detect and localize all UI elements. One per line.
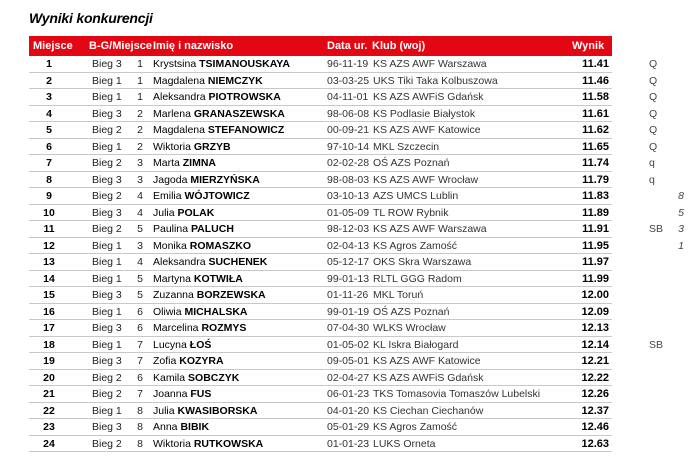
- table-header: [29, 36, 612, 56]
- club-cell: KS Agros Zamość: [373, 421, 458, 433]
- result-cell: 11.61: [582, 107, 609, 120]
- result-cell: 11.95: [582, 239, 609, 252]
- last-name: STEFANOWICZ: [207, 124, 285, 136]
- table-row: [29, 139, 658, 156]
- results-table: [29, 56, 684, 452]
- birth-date-cell: 01-05-02: [327, 338, 370, 351]
- last-name: ROZMYS: [201, 322, 247, 334]
- birth-date-cell: 96-11-19: [327, 58, 369, 70]
- last-name: SUCHENEK: [208, 256, 268, 268]
- first-name: Zofia: [153, 355, 177, 367]
- heat-cell: Bieg 3: [92, 206, 122, 219]
- result-cell: 12.14: [581, 338, 609, 351]
- last-name: NIEMCZYK: [207, 74, 263, 87]
- last-name: MICHALSKA: [184, 305, 248, 318]
- last-name: MIERZYŃSKA: [190, 173, 260, 186]
- birth-date-cell: 03-03-25: [327, 74, 370, 87]
- result-cell: 11.41: [582, 58, 609, 70]
- club-cell: KS AZS AWFiS Gdańsk: [373, 371, 484, 384]
- last-name: PALUCH: [190, 223, 234, 235]
- place-cell: 14: [43, 272, 55, 285]
- first-name: Aleksandra: [153, 91, 206, 103]
- birth-date-cell: 07-04-30: [327, 322, 370, 334]
- last-name: TSIMANOUSKAYA: [199, 58, 290, 70]
- birth-date-cell: 04-11-01: [327, 91, 369, 103]
- athlete-name-cell: [153, 157, 216, 169]
- athlete-name-cell: [153, 438, 263, 450]
- club-cell: LUKS Orneta: [373, 437, 436, 450]
- first-name: Marlena: [153, 107, 191, 120]
- athlete-name-cell: [153, 256, 267, 268]
- heat-position-cell: 6: [137, 371, 143, 384]
- last-name: BIBIK: [180, 421, 210, 433]
- heat-position-cell: 2: [137, 107, 143, 120]
- table-row: [29, 205, 684, 222]
- heat-cell: Bieg 1: [92, 305, 122, 318]
- result-cell: 12.21: [581, 355, 609, 367]
- result-cell: 11.46: [582, 74, 609, 87]
- result-cell: 12.22: [581, 371, 609, 384]
- place-cell: 13: [43, 256, 55, 268]
- athlete-name-cell: [153, 339, 211, 351]
- table-row: [29, 238, 684, 255]
- last-name: FUS: [190, 388, 212, 400]
- heat-position-cell: 4: [137, 206, 143, 219]
- table-row: [29, 172, 655, 189]
- place-cell: 17: [43, 322, 55, 334]
- column-header-place: Miejsce: [33, 40, 73, 52]
- birth-date-cell: 99-01-13: [327, 272, 370, 285]
- birth-date-cell: 04-01-20: [327, 404, 370, 417]
- athlete-name-cell: [153, 421, 209, 433]
- table-row: [29, 56, 658, 73]
- last-name: PIOTROWSKA: [208, 91, 281, 103]
- column-header-name: Imię i nazwisko: [153, 40, 234, 52]
- table-row: [29, 155, 655, 172]
- result-cell: 11.79: [582, 173, 609, 186]
- place-cell: 18: [43, 338, 55, 351]
- place-cell: 16: [43, 305, 55, 318]
- heat-position-cell: 5: [137, 272, 143, 285]
- place-cell: 15: [43, 289, 55, 301]
- first-name: Martyna: [153, 272, 191, 285]
- table-row: [29, 353, 612, 370]
- first-name: Anna: [153, 421, 178, 433]
- first-name: Monika: [153, 239, 187, 252]
- athlete-name-cell: [153, 405, 257, 417]
- birth-date-cell: 98-08-03: [327, 173, 370, 186]
- club-cell: KS AZS AWFiS Gdańsk: [373, 91, 484, 103]
- place-cell: 7: [46, 157, 52, 169]
- birth-date-cell: 02-04-27: [327, 371, 370, 384]
- heat-position-cell: 7: [137, 355, 143, 367]
- club-cell: KS AZS AWF Katowice: [373, 355, 481, 367]
- heat-position-cell: 8: [137, 404, 143, 417]
- first-name: Kamila: [153, 371, 186, 384]
- first-name: Krystsina: [153, 58, 197, 70]
- heat-cell: Bieg 2: [92, 371, 122, 384]
- table-row: [29, 106, 658, 123]
- qualification-cell: Q: [649, 58, 658, 70]
- heat-cell: Bieg 1: [92, 239, 122, 252]
- first-name: Lucyna: [153, 338, 187, 351]
- heat-position-cell: 1: [137, 91, 143, 103]
- birth-date-cell: 05-12-17: [327, 256, 370, 268]
- athlete-name-cell: [153, 322, 246, 334]
- first-name: Jagoda: [153, 173, 188, 186]
- place-cell: 4: [46, 107, 52, 120]
- first-name: Paulina: [153, 223, 189, 235]
- first-name: Emilia: [153, 190, 182, 202]
- result-cell: 11.99: [582, 272, 609, 285]
- birth-date-cell: 05-01-29: [327, 421, 370, 433]
- heat-position-cell: 8: [137, 421, 143, 433]
- athlete-name-cell: [153, 91, 281, 103]
- place-cell: 12: [43, 239, 55, 252]
- qualification-cell: q: [649, 173, 655, 186]
- result-cell: 12.00: [581, 289, 609, 301]
- club-cell: UKS Tiki Taka Kolbuszowa: [373, 74, 498, 87]
- rank-note-cell: 1: [678, 239, 684, 252]
- club-cell: KS Ciechan Ciechanów: [373, 404, 484, 417]
- first-name: Wiktoria: [153, 140, 191, 153]
- heat-cell: Bieg 2: [92, 223, 122, 235]
- place-cell: 9: [46, 190, 52, 202]
- first-name: Magdalena: [153, 124, 205, 136]
- qualification-cell: Q: [649, 74, 658, 87]
- last-name: BORZEWSKA: [196, 289, 266, 301]
- club-cell: KS Podlasie Białystok: [373, 107, 476, 120]
- club-cell: KL Iskra Białogard: [373, 338, 459, 351]
- heat-cell: Bieg 2: [92, 124, 122, 136]
- athlete-name-cell: [153, 388, 211, 400]
- club-cell: TL ROW Rybnik: [373, 206, 449, 219]
- heat-position-cell: 5: [137, 223, 143, 235]
- result-cell: 11.65: [582, 140, 609, 153]
- birth-date-cell: 02-02-28: [327, 157, 370, 169]
- athlete-name-cell: [153, 306, 248, 318]
- table-row: [29, 370, 612, 387]
- last-name: ROMASZKO: [189, 239, 252, 252]
- athlete-name-cell: [153, 273, 243, 285]
- column-header-result: Wynik: [572, 40, 605, 52]
- heat-position-cell: 3: [137, 239, 143, 252]
- place-cell: 11: [43, 223, 55, 235]
- heat-cell: Bieg 3: [92, 289, 122, 301]
- heat-position-cell: 4: [137, 190, 143, 202]
- heat-cell: Bieg 1: [92, 140, 122, 153]
- season-best-cell: SB: [649, 338, 664, 351]
- heat-cell: Bieg 3: [92, 58, 122, 70]
- result-cell: 11.91: [582, 223, 609, 235]
- result-cell: 11.62: [582, 124, 609, 136]
- athlete-name-cell: [153, 141, 231, 153]
- first-name: Julia: [153, 206, 175, 219]
- table-row: [29, 386, 612, 403]
- heat-cell: Bieg 3: [92, 173, 122, 186]
- club-cell: KS AZS AWF Warszawa: [373, 223, 487, 235]
- athlete-name-cell: [153, 124, 284, 136]
- table-row: [29, 403, 612, 420]
- result-cell: 12.26: [581, 388, 609, 400]
- heat-position-cell: 2: [137, 140, 143, 153]
- athlete-name-cell: [153, 355, 224, 367]
- result-cell: 12.09: [581, 305, 609, 318]
- club-cell: MKL Szczecin: [373, 140, 440, 153]
- last-name: WÓJTOWICZ: [184, 190, 250, 202]
- club-cell: OŚ AZS Poznań: [373, 157, 450, 169]
- page-title: Wyniki konkurencji: [29, 10, 153, 26]
- place-cell: 23: [43, 421, 55, 433]
- heat-cell: Bieg 3: [92, 355, 122, 367]
- birth-date-cell: 02-04-13: [327, 239, 370, 252]
- heat-cell: Bieg 3: [92, 322, 122, 334]
- heat-position-cell: 6: [137, 322, 143, 334]
- qualification-cell: Q: [649, 107, 658, 120]
- heat-cell: Bieg 1: [92, 91, 122, 103]
- athlete-name-cell: [153, 223, 234, 235]
- athlete-name-cell: [153, 190, 250, 202]
- athlete-name-cell: [153, 240, 251, 252]
- result-cell: 11.89: [582, 206, 609, 219]
- last-name: POLAK: [177, 206, 215, 219]
- place-cell: 21: [43, 388, 55, 400]
- table-row: [29, 188, 684, 205]
- qualification-cell: Q: [649, 91, 658, 103]
- heat-position-cell: 7: [137, 338, 143, 351]
- season-best-cell: SB: [649, 223, 664, 235]
- club-cell: TKS Tomasovia Tomaszów Lubelski: [373, 388, 541, 400]
- heat-position-cell: 3: [137, 157, 143, 169]
- club-cell: KS Agros Zamość: [373, 239, 458, 252]
- club-cell: WLKS Wrocław: [373, 322, 446, 334]
- column-header-heat: B-G/Miejsce: [89, 40, 152, 52]
- birth-date-cell: 97-10-14: [327, 140, 370, 153]
- last-name: GRZYB: [193, 140, 231, 153]
- club-cell: OKS Skra Warszawa: [373, 256, 472, 268]
- result-cell: 12.37: [581, 404, 609, 417]
- birth-date-cell: 06-01-23: [327, 388, 370, 400]
- heat-cell: Bieg 1: [92, 272, 122, 285]
- place-cell: 5: [46, 124, 52, 136]
- birth-date-cell: 01-05-09: [327, 206, 370, 219]
- club-cell: OŚ AZS Poznań: [373, 305, 450, 318]
- table-row: [29, 89, 658, 106]
- table-row: [29, 419, 612, 436]
- first-name: Marta: [153, 157, 180, 169]
- table-row: [29, 271, 612, 288]
- last-name: SOBCZYK: [188, 371, 240, 384]
- heat-position-cell: 5: [137, 289, 143, 301]
- athlete-name-cell: [153, 58, 290, 70]
- result-cell: 11.58: [582, 91, 609, 103]
- heat-position-cell: 1: [137, 58, 143, 70]
- rank-note-cell: 8: [678, 190, 684, 202]
- club-cell: KS AZS AWF Katowice: [373, 124, 481, 136]
- heat-cell: Bieg 1: [92, 74, 122, 87]
- place-cell: 10: [43, 206, 55, 219]
- club-cell: MKL Toruń: [373, 289, 424, 301]
- heat-position-cell: 1: [137, 74, 143, 87]
- place-cell: 20: [43, 371, 55, 384]
- last-name: KWASIBORSKA: [177, 404, 258, 417]
- first-name: Oliwia: [153, 305, 182, 318]
- result-cell: 12.13: [581, 322, 609, 334]
- heat-cell: Bieg 2: [92, 190, 122, 202]
- heat-cell: Bieg 2: [92, 437, 122, 450]
- first-name: Zuzanna: [153, 289, 194, 301]
- heat-position-cell: 8: [137, 437, 143, 450]
- qualification-cell: Q: [649, 124, 658, 136]
- athlete-name-cell: [153, 108, 285, 120]
- heat-position-cell: 6: [137, 305, 143, 318]
- place-cell: 3: [46, 91, 52, 103]
- table-row: [29, 287, 612, 304]
- heat-cell: Bieg 1: [92, 256, 122, 268]
- birth-date-cell: 98-06-08: [327, 107, 370, 120]
- athlete-name-cell: [153, 75, 263, 87]
- heat-cell: Bieg 2: [92, 157, 122, 169]
- club-cell: RLTL GGG Radom: [373, 272, 462, 285]
- column-header-club: Klub (woj): [372, 40, 426, 52]
- table-row: [29, 337, 664, 354]
- heat-position-cell: 7: [137, 388, 143, 400]
- last-name: RUTKOWSKA: [193, 437, 264, 450]
- place-cell: 2: [46, 74, 52, 87]
- heat-position-cell: 4: [137, 256, 143, 268]
- last-name: KOZYRA: [179, 355, 224, 367]
- first-name: Aleksandra: [153, 256, 206, 268]
- heat-position-cell: 3: [137, 173, 143, 186]
- place-cell: 22: [43, 404, 55, 417]
- table-row: [29, 436, 612, 453]
- result-cell: 11.74: [582, 157, 609, 169]
- athlete-name-cell: [153, 289, 266, 301]
- qualification-cell: q: [649, 157, 655, 169]
- athlete-name-cell: [153, 372, 239, 384]
- heat-cell: Bieg 1: [92, 338, 122, 351]
- result-cell: 12.63: [581, 437, 609, 450]
- club-cell: KS AZS AWF Warszawa: [373, 58, 487, 70]
- table-row: [29, 320, 612, 337]
- result-cell: 11.97: [582, 256, 609, 268]
- table-row: [29, 304, 612, 321]
- rank-note-cell: 3: [678, 223, 684, 235]
- heat-cell: Bieg 1: [92, 404, 122, 417]
- birth-date-cell: 00-09-21: [327, 124, 370, 136]
- result-cell: 11.83: [582, 190, 609, 202]
- place-cell: 6: [46, 140, 52, 153]
- birth-date-cell: 01-01-23: [327, 437, 370, 450]
- club-cell: AZS UMCS Lublin: [373, 190, 459, 202]
- birth-date-cell: 03-10-13: [327, 190, 370, 202]
- club-cell: KS AZS AWF Wrocław: [373, 173, 479, 186]
- table-row: [29, 254, 612, 271]
- table-row: [29, 221, 684, 238]
- heat-position-cell: 2: [137, 124, 143, 136]
- birth-date-cell: 09-05-01: [327, 355, 370, 367]
- first-name: Joanna: [153, 388, 188, 400]
- first-name: Magdalena: [153, 74, 205, 87]
- athlete-name-cell: [153, 174, 260, 186]
- heat-cell: Bieg 2: [92, 388, 122, 400]
- last-name: ŁOŚ: [189, 338, 212, 351]
- table-row: [29, 122, 658, 139]
- last-name: KOTWIŁA: [193, 272, 243, 285]
- birth-date-cell: 98-12-03: [327, 223, 370, 235]
- heat-cell: Bieg 3: [92, 107, 122, 120]
- heat-cell: Bieg 3: [92, 421, 122, 433]
- birth-date-cell: 99-01-19: [327, 305, 370, 318]
- rank-note-cell: 5: [678, 206, 684, 219]
- athlete-name-cell: [153, 207, 214, 219]
- birth-date-cell: 01-11-26: [327, 289, 369, 301]
- place-cell: 1: [46, 58, 52, 70]
- qualification-cell: Q: [649, 140, 658, 153]
- first-name: Julia: [153, 404, 175, 417]
- last-name: ZIMNA: [182, 157, 217, 169]
- first-name: Marcelina: [153, 322, 199, 334]
- place-cell: 19: [43, 355, 55, 367]
- place-cell: 24: [43, 437, 55, 450]
- table-row: [29, 73, 658, 90]
- result-cell: 12.46: [581, 421, 609, 433]
- place-cell: 8: [46, 173, 52, 186]
- column-header-dob: Data ur.: [327, 40, 368, 52]
- first-name: Wiktoria: [153, 437, 191, 450]
- last-name: GRANASZEWSKA: [193, 107, 285, 120]
